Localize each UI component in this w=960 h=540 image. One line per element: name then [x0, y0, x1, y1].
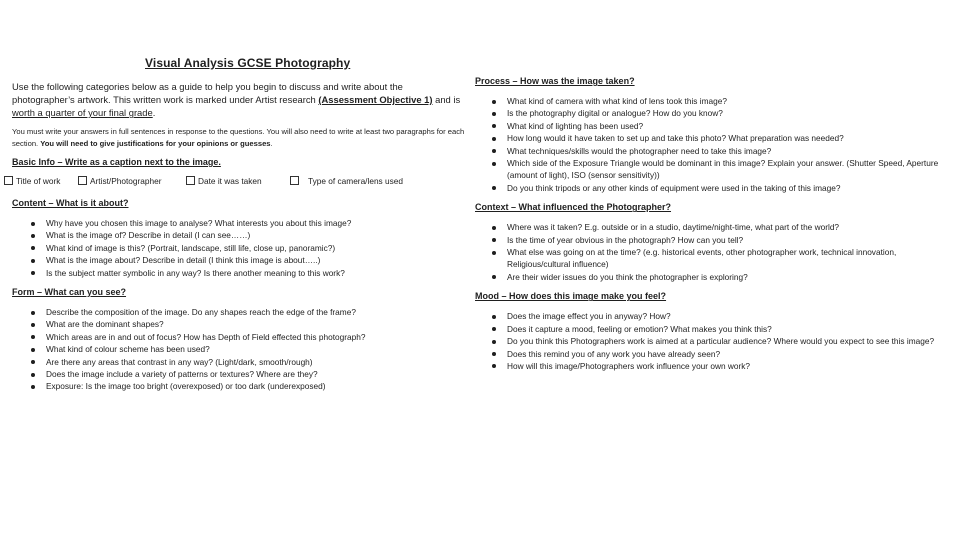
- list-item: Are their wider issues do you think the photographer is exploring?: [475, 271, 945, 283]
- checkbox-icon: [186, 176, 195, 185]
- basic-info-checklist: [4, 176, 468, 190]
- list-item: What techniques/skills would the photographer need to take this image?: [475, 145, 945, 157]
- document-title: Visual Analysis GCSE Photography: [145, 56, 351, 70]
- list-item: Does this remind you of any work you have already seen?: [475, 348, 945, 360]
- list-item: Is the time of year obvious in the photograph? How can you tell?: [475, 234, 945, 246]
- list-item: Does the image effect you in anyway? How?: [475, 310, 945, 322]
- process-heading: Process – How was the image taken?: [475, 76, 635, 86]
- list-item: Is the photography digital or analogue? How do you know?: [475, 107, 945, 119]
- checkbox-label: Artist/Photographer: [90, 176, 162, 186]
- context-list: [475, 221, 945, 283]
- checkbox-artist[interactable]: [78, 176, 161, 186]
- list-item: Does it capture a mood, feeling or emotion? What makes you think this?: [475, 323, 945, 335]
- checkbox-icon: [78, 176, 87, 185]
- intro-end: .: [152, 107, 156, 118]
- list-item: What kind of image is this? (Portrait, landscape, still life, close up, panoramic?): [12, 242, 468, 254]
- list-item: Which side of the Exposure Triangle would be dominant in this image? Explain your answer. (Shutter Speed, Aperture (amount of light), ISO (sensor sensitivity)): [475, 157, 945, 182]
- list-item: What is the image about? Describe in detail (I think this image is about…..): [12, 254, 468, 266]
- list-item: How long would it have taken to set up and take this photo? What preparation was needed?: [475, 132, 945, 144]
- list-item: Exposure: Is the image too bright (overexposed) or too dark (underexposed): [12, 380, 468, 392]
- list-item: What kind of lighting has been used?: [475, 120, 945, 132]
- list-item: What kind of colour scheme has been used?: [12, 343, 468, 355]
- left-column: [12, 80, 468, 401]
- right-column: [475, 76, 945, 380]
- intro-paragraph: [12, 80, 468, 119]
- list-item: Which areas are in and out of focus? How has Depth of Field effected this photograph?: [12, 331, 468, 343]
- checkbox-camera[interactable]: [290, 176, 403, 186]
- intro-text: Use the following categories below as a guide to help you begin to discuss and write about the photographer’s artwork. This written work is marked under Artist research: [12, 81, 403, 105]
- list-item: Describe the composition of the image. Do any shapes reach the edge of the frame?: [12, 306, 468, 318]
- mood-heading: Mood – How does this image make you feel?: [475, 291, 667, 302]
- list-item: Where was it taken? E.g. outside or in a studio, daytime/night-time, what part of the world?: [475, 221, 945, 233]
- worth-quarter-text: worth a quarter of your final grade: [12, 107, 153, 118]
- list-item: What else was going on at the time? (e.g. historical events, other photographer work, technical innovation, Religious/cultural influence): [475, 246, 945, 271]
- checkbox-title-of-work[interactable]: [4, 176, 60, 186]
- note-text: You must write your answers in full sentences in response to the questions. You will also need to write at least two paragraphs for each section.: [12, 127, 465, 148]
- instructions-note: [12, 126, 468, 149]
- list-item: Why have you chosen this image to analyse? What interests you about this image?: [12, 217, 468, 229]
- checkbox-label: Title of work: [16, 176, 61, 186]
- mood-list: [475, 310, 945, 372]
- note-bold: You will need to give justifications for your opinions or guesses: [40, 138, 271, 148]
- basic-info-heading: Basic Info – Write as a caption next to the image.: [12, 157, 221, 167]
- form-list: [12, 306, 468, 393]
- note-end: .: [270, 138, 273, 148]
- checkbox-icon: [290, 176, 299, 185]
- checkbox-label: Type of camera/lens used: [308, 176, 404, 186]
- context-heading: Context – What influenced the Photographer?: [475, 202, 672, 213]
- list-item: What are the dominant shapes?: [12, 318, 468, 330]
- list-item: What kind of camera with what kind of lens took this image?: [475, 95, 945, 107]
- list-item: Does the image include a variety of patterns or textures? Where are they?: [12, 368, 468, 380]
- list-item: How will this image/Photographers work influence your own work?: [475, 360, 945, 372]
- list-item: Do you think tripods or any other kinds of equipment were used in the taking of this image?: [475, 182, 945, 194]
- form-heading: Form – What can you see?: [12, 287, 127, 298]
- content-list: [12, 217, 468, 279]
- checkbox-label: Date it was taken: [198, 176, 262, 186]
- list-item: Is the subject matter symbolic in any way? Is there another meaning to this work?: [12, 267, 468, 279]
- list-item: Are there any areas that contrast in any way? (Light/dark, smooth/rough): [12, 356, 468, 368]
- list-item: What is the image of? Describe in detail (I can see……): [12, 229, 468, 241]
- list-item: Do you think this Photographers work is aimed at a particular audience? Where would you expect to see this image?: [475, 335, 945, 347]
- content-heading: Content – What is it about?: [12, 198, 129, 208]
- process-list: [475, 95, 945, 194]
- intro-text-2: and is: [432, 94, 461, 105]
- checkbox-icon: [4, 176, 13, 185]
- checkbox-date[interactable]: [186, 176, 262, 186]
- assessment-objective-ref: (Assessment Objective 1): [318, 94, 433, 105]
